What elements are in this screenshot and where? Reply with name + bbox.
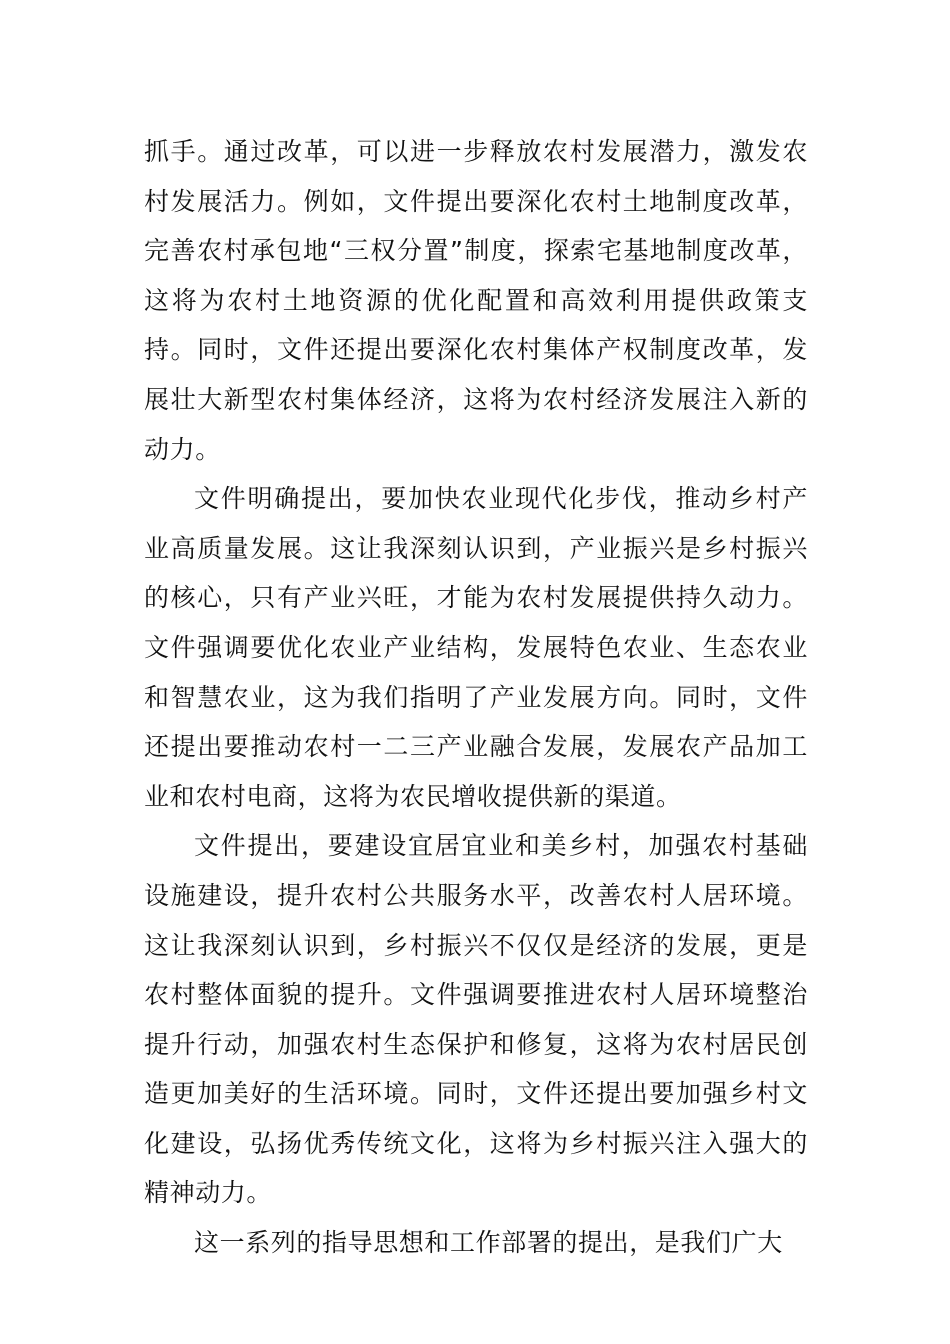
document-body	[144, 127, 808, 1268]
paragraph-4: 这一系列的指导思想和工作部署的提出，是我们广大	[194, 1228, 783, 1258]
paragraph-2: 文件明确提出，要加快农业现代化步伐，推动乡村产业高质量发展。这让我深刻认识到，产业振兴是乡村振兴的核心，只有产业兴旺，才能为农村发展提供持久动力。文件强调要优化农业产业结构，发展特色农业、生态农业和智慧农业，这为我们指明了产业发展方向。同时，文件还提出要推动农村一二三产业融合发展，发展农产品加工业和农村电商，这将为农民增收提供新的渠道。	[144, 484, 808, 811]
paragraph-3: 文件提出，要建设宜居宜业和美乡村，加强农村基础设施建设，提升农村公共服务水平，改善农村人居环境。这让我深刻认识到，乡村振兴不仅仅是经济的发展，更是农村整体面貌的提升。文件强调要推进农村人居环境整治提升行动，加强农村生态保护和修复，这将为农村居民创造更加美好的生活环境。同时，文件还提出要加强乡村文化建设，弘扬优秀传统文化，这将为乡村振兴注入强大的精神动力。	[144, 831, 808, 1208]
paragraph-1: 抓手。通过改革，可以进一步释放农村发展潜力，激发农村发展活力。例如，文件提出要深化农村土地制度改革，完善农村承包地“三权分置”制度，探索宅基地制度改革，这将为农村土地资源的优化配置和高效利用提供政策支持。同时，文件还提出要深化农村集体产权制度改革，发展壮大新型农村集体经济，这将为农村经济发展注入新的动力。	[144, 137, 808, 464]
